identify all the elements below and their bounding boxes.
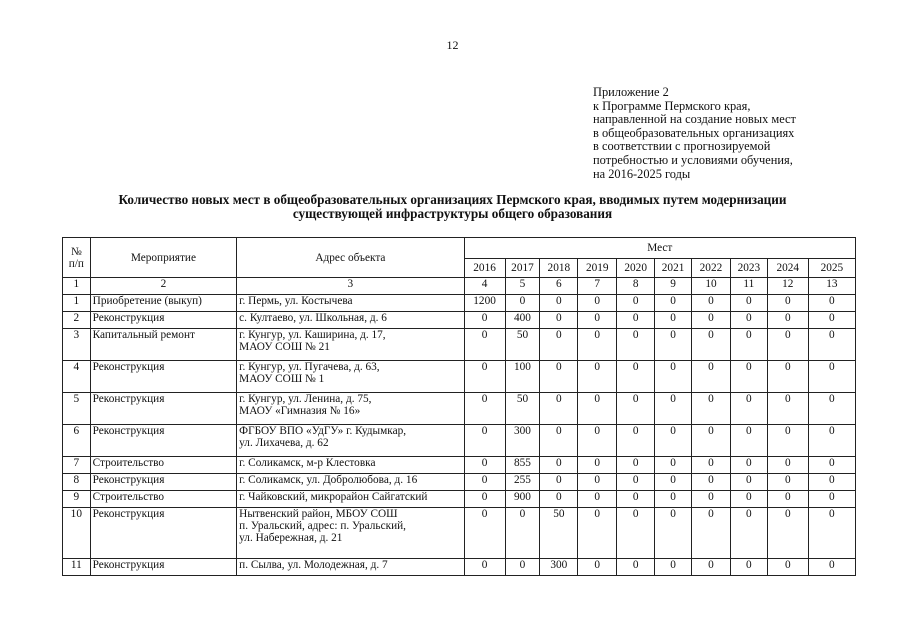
row-address: г. Соликамск, м-р Клестовка [237,457,464,474]
row-value: 0 [578,491,617,508]
document-title [40,193,865,220]
row-value: 400 [505,312,540,329]
row-value: 0 [578,474,617,491]
row-value: 0 [655,312,692,329]
row-address: г. Соликамск, ул. Добролюбова, д. 16 [237,474,464,491]
row-value: 0 [808,491,855,508]
row-event: Капитальный ремонт [90,329,237,361]
row-value: 855 [505,457,540,474]
row-event: Реконструкция [90,393,237,425]
row-value: 0 [505,508,540,559]
row-value: 0 [730,491,767,508]
row-number: 1 [63,295,91,312]
row-event: Строительство [90,491,237,508]
table-row [63,295,856,312]
row-event: Реконструкция [90,508,237,559]
row-value: 0 [808,361,855,393]
column-number: 12 [767,278,808,295]
column-number: 5 [505,278,540,295]
row-value: 0 [578,361,617,393]
row-value: 0 [808,295,855,312]
year-header: 2021 [655,259,692,278]
row-value: 0 [767,491,808,508]
appendix-line: к Программе Пермского края, [593,98,751,113]
row-value: 50 [505,329,540,361]
row-number: 7 [63,457,91,474]
row-value: 0 [505,295,540,312]
row-value: 0 [540,474,578,491]
row-event: Реконструкция [90,312,237,329]
row-value: 0 [808,508,855,559]
row-address: ФГБОУ ВПО «УдГУ» г. Кудымкар, ул. Лихачева, д. 62 [237,425,464,457]
row-value: 0 [540,312,578,329]
row-value: 0 [464,559,505,576]
row-value: 0 [578,559,617,576]
row-event: Реконструкция [90,425,237,457]
row-value: 300 [540,559,578,576]
row-value: 0 [655,559,692,576]
year-header: 2018 [540,259,578,278]
header-address: Адрес объекта [237,238,464,278]
appendix-line: в общеобразовательных организациях [593,125,795,140]
row-value: 0 [692,425,731,457]
column-number: 3 [237,278,464,295]
row-value: 0 [540,329,578,361]
column-number: 13 [808,278,855,295]
row-number: 2 [63,312,91,329]
row-value: 0 [617,491,655,508]
table-row [63,559,856,576]
row-value: 0 [730,457,767,474]
row-value: 0 [464,312,505,329]
row-value: 0 [578,457,617,474]
row-value: 0 [464,457,505,474]
row-value: 0 [767,457,808,474]
row-number: 8 [63,474,91,491]
table-row [63,457,856,474]
appendix-line: потребностью и условиями обучения, [593,152,793,167]
row-address: г. Чайковский, микрорайон Сайгатский [237,491,464,508]
row-number: 5 [63,393,91,425]
table-body [63,278,856,576]
row-value: 0 [464,474,505,491]
row-value: 0 [540,457,578,474]
places-table [62,237,856,576]
row-value: 0 [730,474,767,491]
row-value: 0 [730,329,767,361]
column-number: 2 [90,278,237,295]
row-value: 0 [464,508,505,559]
row-value: 0 [578,295,617,312]
row-value: 0 [655,329,692,361]
row-value: 0 [808,559,855,576]
table-row [63,491,856,508]
row-value: 0 [692,393,731,425]
row-value: 0 [464,491,505,508]
table-row [63,329,856,361]
row-value: 0 [692,508,731,559]
row-value: 0 [655,393,692,425]
row-value: 0 [767,295,808,312]
row-value: 0 [505,559,540,576]
row-value: 1200 [464,295,505,312]
title-line-1: Количество новых мест в общеобразовательных организациях Пермского края, вводимых путем модернизации [118,192,787,207]
row-value: 0 [730,425,767,457]
row-value: 0 [767,329,808,361]
row-value: 0 [617,393,655,425]
row-value: 0 [617,559,655,576]
row-value: 0 [578,425,617,457]
year-header: 2019 [578,259,617,278]
row-value: 0 [617,312,655,329]
row-value: 50 [540,508,578,559]
row-value: 0 [730,559,767,576]
row-value: 0 [808,457,855,474]
row-value: 0 [730,295,767,312]
row-value: 0 [692,474,731,491]
row-value: 0 [767,559,808,576]
row-number: 10 [63,508,91,559]
row-value: 0 [617,474,655,491]
table-row [63,361,856,393]
row-address: Нытвенский район, МБОУ СОШ п. Уральский, адрес: п. Уральский, ул. Набережная, д. 21 [237,508,464,559]
row-event: Строительство [90,457,237,474]
row-number: 3 [63,329,91,361]
row-value: 0 [655,425,692,457]
row-event: Реконструкция [90,474,237,491]
row-value: 255 [505,474,540,491]
row-value: 0 [730,393,767,425]
row-value: 0 [808,312,855,329]
row-value: 0 [655,474,692,491]
table-row [63,312,856,329]
row-value: 0 [617,508,655,559]
row-value: 0 [692,295,731,312]
row-value: 0 [540,295,578,312]
column-number: 4 [464,278,505,295]
appendix-line: в соответствии с прогнозируемой [593,139,771,154]
row-value: 0 [730,508,767,559]
column-number: 6 [540,278,578,295]
table-row [63,393,856,425]
row-value: 100 [505,361,540,393]
table-row [63,508,856,559]
title-line-2: существующей инфраструктуры общего образования [292,205,613,221]
header-num: № п/п [63,238,91,278]
row-value: 0 [692,559,731,576]
row-value: 0 [617,457,655,474]
column-number: 7 [578,278,617,295]
row-value: 0 [692,361,731,393]
row-value: 0 [808,425,855,457]
row-event: Реконструкция [90,559,237,576]
row-number: 6 [63,425,91,457]
row-value: 0 [767,361,808,393]
row-value: 0 [808,329,855,361]
row-value: 0 [767,425,808,457]
column-number-row [63,278,856,295]
year-header: 2016 [464,259,505,278]
row-number: 11 [63,559,91,576]
row-event: Приобретение (выкуп) [90,295,237,312]
appendix-line: на 2016-2025 годы [593,166,691,181]
row-value: 900 [505,491,540,508]
row-value: 0 [655,491,692,508]
row-value: 0 [655,361,692,393]
row-value: 0 [617,425,655,457]
year-header: 2023 [730,259,767,278]
row-value: 0 [692,457,731,474]
table-row [63,425,856,457]
row-value: 0 [617,361,655,393]
row-value: 0 [578,393,617,425]
row-value: 0 [464,329,505,361]
appendix-line: Приложение 2 [593,85,669,99]
column-number: 11 [730,278,767,295]
row-value: 0 [655,508,692,559]
appendix-header [593,86,893,181]
row-value: 0 [578,312,617,329]
row-value: 0 [540,361,578,393]
row-event: Реконструкция [90,361,237,393]
row-value: 0 [540,425,578,457]
row-value: 50 [505,393,540,425]
row-address: г. Кунгур, ул. Каширина, д. 17, МАОУ СОШ № 21 [237,329,464,361]
row-number: 4 [63,361,91,393]
row-address: п. Сылва, ул. Молодежная, д. 7 [237,559,464,576]
year-header: 2017 [505,259,540,278]
row-value: 0 [540,491,578,508]
row-value: 0 [617,329,655,361]
row-number: 9 [63,491,91,508]
row-value: 0 [730,312,767,329]
column-number: 9 [655,278,692,295]
row-value: 0 [767,393,808,425]
row-value: 0 [464,361,505,393]
row-value: 0 [767,474,808,491]
year-header: 2022 [692,259,731,278]
row-value: 0 [692,491,731,508]
row-value: 0 [578,508,617,559]
row-value: 0 [540,393,578,425]
row-value: 0 [655,457,692,474]
table-row [63,474,856,491]
row-address: г. Кунгур, ул. Ленина, д. 75, МАОУ «Гимназия № 16» [237,393,464,425]
row-value: 0 [692,329,731,361]
column-number: 10 [692,278,731,295]
row-address: г. Пермь, ул. Костычева [237,295,464,312]
row-value: 0 [767,312,808,329]
row-value: 0 [464,425,505,457]
row-value: 0 [808,474,855,491]
year-header: 2024 [767,259,808,278]
row-value: 300 [505,425,540,457]
header-event: Мероприятие [90,238,237,278]
page-number: 12 [446,38,459,52]
year-header: 2025 [808,259,855,278]
row-address: с. Култаево, ул. Школьная, д. 6 [237,312,464,329]
row-address: г. Кунгур, ул. Пугачева, д. 63, МАОУ СОШ № 1 [237,361,464,393]
row-value: 0 [730,361,767,393]
row-value: 0 [464,393,505,425]
row-value: 0 [578,329,617,361]
row-value: 0 [617,295,655,312]
row-value: 0 [767,508,808,559]
row-value: 0 [808,393,855,425]
appendix-line: направленной на создание новых мест [593,112,796,127]
column-number: 1 [63,278,91,295]
header-places: Мест [464,238,855,259]
year-header: 2020 [617,259,655,278]
row-value: 0 [655,295,692,312]
row-value: 0 [692,312,731,329]
column-number: 8 [617,278,655,295]
